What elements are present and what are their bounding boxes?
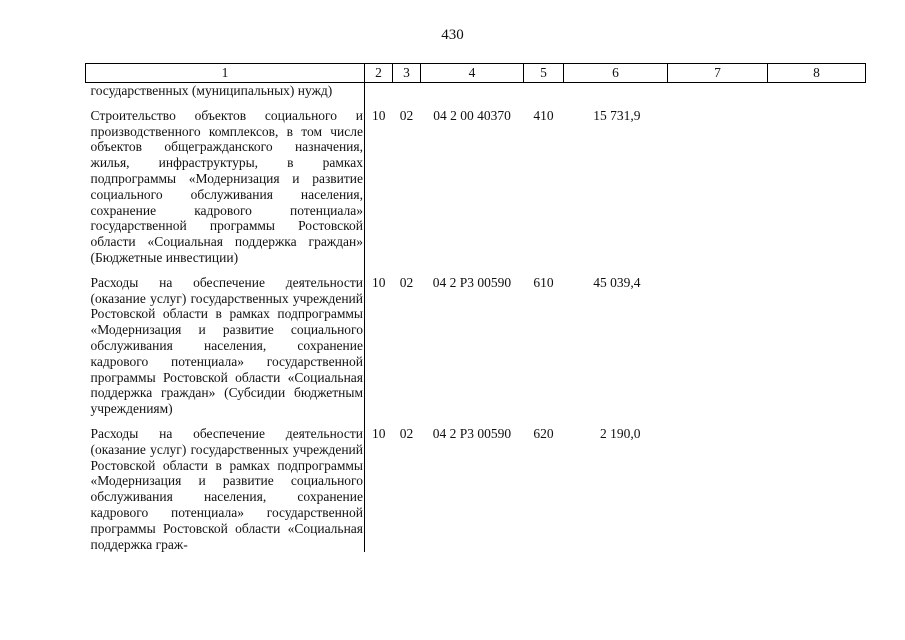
table-header-row [86,64,866,83]
row-col-8 [768,99,866,266]
budget-table [85,63,866,552]
row-section: 10 [372,425,386,441]
row-description: Расходы на обеспечение деятельности (оказание услуг) государственных учреждений Ростовской области в рамках подпрограммы «Модернизация и развитие социального обслуживания населения, сохранение кадрового потенциала» государственной программы Ростовской области «Социальная поддержка граж- [86,417,365,552]
row-col-7 [668,99,768,266]
row-col-7 [668,83,768,99]
header-col-7: 7 [668,64,768,83]
row-amount: 2 190,0 [600,425,641,441]
page-number: 430 [441,27,464,43]
row-col-8 [768,83,866,99]
row-section: 10 [372,107,386,123]
table-row [86,99,866,266]
table-row [86,83,866,99]
header-col-3: 3 [393,64,421,83]
row-target-article [421,83,524,99]
header-col-8: 8 [768,64,866,83]
row-amount: 45 039,4 [593,274,641,290]
row-expense-type [524,83,564,99]
row-col-8 [768,417,866,552]
row-amount [564,83,668,99]
row-subsection: 02 [399,425,414,441]
row-description: Строительство объектов социального и производственного комплексов, в том числе объектов общегражданского назначения, жилья, инфраструктуры, в рамках подпрограммы «Модернизация и развитие социального обслуживания населения, сохранение кадрового потенциала» государственной программы Ростовской области «Социальная поддержка граждан» (Бюджетные инвестиции) [86,99,365,266]
row-amount: 15 731,9 [593,107,641,123]
row-subsection [393,83,421,99]
row-subsection: 02 [399,107,414,123]
row-subsection: 02 [399,274,414,290]
row-col-7 [668,266,768,417]
row-col-8 [768,266,866,417]
row-expense-type: 610 [533,274,554,290]
row-target-article: 04 2 Р3 00590 [432,274,512,290]
row-description: государственных (муниципальных) нужд) [86,83,365,99]
row-section [365,83,393,99]
header-col-1: 1 [86,64,365,83]
row-section: 10 [372,274,386,290]
row-target-article: 04 2 Р3 00590 [432,425,512,441]
row-target-article: 04 2 00 40370 [433,107,511,123]
table-row [86,266,866,417]
header-col-4: 4 [421,64,524,83]
row-col-7 [668,417,768,552]
header-col-2: 2 [365,64,393,83]
row-description: Расходы на обеспечение деятельности (оказание услуг) государственных учреждений Ростовской области в рамках подпрограммы «Модернизация и развитие социального обслуживания населения, сохранение кадрового потенциала» государственной программы Ростовской области «Социальная поддержка граждан» (Субсидии бюджетным учреждениям) [86,266,365,417]
row-expense-type: 620 [533,425,554,441]
row-expense-type: 410 [533,107,554,123]
header-col-5: 5 [524,64,564,83]
header-col-6: 6 [564,64,668,83]
table-row [86,417,866,552]
